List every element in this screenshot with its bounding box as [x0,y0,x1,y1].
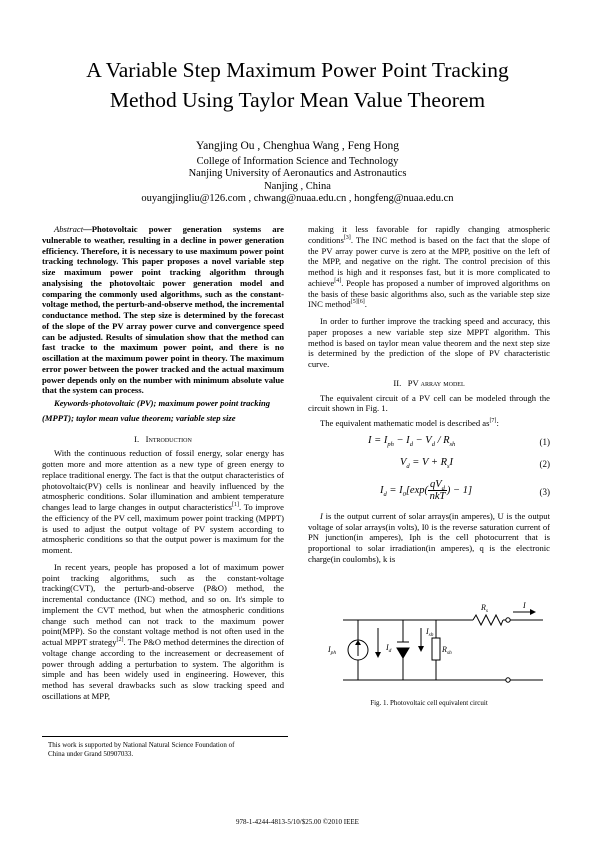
section-heading-pv-model [308,378,550,389]
footnote-line-1: This work is supported by National Natural Science Foundation of [48,741,235,749]
text: is the output current of solar arrays(in amperes), U is the output voltage of solar arrays(in volts), I0 is the reverse saturation current of PN junction(in amperes), Iph is the cell photocurrent that is proportional to solar irradiation(in amperes), q is the electronic charge(in coulombs), k is [308,510,550,564]
keywords-line-2: (MPPT); taylor mean value theorem; variable step size [42,412,236,423]
svg-text:Ish: $I_{sh}$ [426,627,434,638]
right-column [308,224,550,565]
right-paragraph-2: In order to further improve the tracking speed and accuracy, this paper proposes a new variable step size MPPT algorithm. This method is based on taylor mean value theorem and the next step size is determined by the prediction of the slope of PV characteristic curve. [308,316,550,369]
equation-number: (1) [539,436,550,447]
equation-2: $V_d = V + R_sI$ (2) [400,456,550,470]
title-line-2: Method Using Taylor Mean Value Theorem [109,88,486,112]
section-title: Introduction [145,433,192,444]
intro-text-2b: . The P&O method determines the direction of voltage change according to the increasement or decreasement of power through adding a perturbation to system. The algorithm is simple and has been widely used in engineering. However, this method has several drawbacks such as slow tracking speed and oscillations at MPP, [42,637,285,701]
citation: [4] [334,277,342,284]
svg-text:Id: $I_d$ [386,643,392,654]
abstract-text: —Photovoltaic power generation systems are vulnerable to weather, resulting in a decline in power generation efficiency. Therefore, it is necessary to use maximum power point tracking technology. This paper proposes a novel variable step size maximum power point tracking algorithm through analysising the photovoltaic power generation model and comparing the commonly used algorithms, such as the constant-voltage method, the perturb-and-observe method, the incremental conductance method. The step size is determined by the forecast of the slope of the PV array power curve and convergence speed can be adjusted. Results of simulation show that the method can fast tracke to the maximum power point, and there is no oscillation at the maximum power point in theory. The maximum error power between the power tracked and the actual maximum power depends only on the number with minimum absolute value that the system can process. [42,224,284,396]
section-title: PV array model [407,377,465,388]
pv-paragraph-1: The equivalent circuit of a PV cell can be modeled through the circuit shown in Fig. 1. [308,392,550,414]
footnote-divider [42,736,288,737]
citation: [2] [116,637,124,644]
page-footer: 978-1-4244-4813-5/10/$25.00 ©2010 IEEE [236,818,359,826]
equation-3: $I_d = I_0[\exp$( $\frac{qV_d}{\text{nkT}}$ ) − 1] (3) [380,478,550,502]
citation: [7] [489,418,497,425]
text: The equivalent mathematic model is described as [320,418,490,428]
equation-1: $I = I_{ph} - I_d - V_d / R_{sh}$ (1) [368,434,550,448]
funding-footnote [48,741,288,759]
citation: [1] [232,502,240,509]
citation: [5][6] [350,299,365,306]
svg-text:Rs: $R_s$ [481,603,489,614]
text: . The INC method is based on the fact that the slope of the PV array power curve is zero at the MPP, positive on the left of the MPP, and negative on the right. The control precision of this method is high and it responses fast, but it is more complicated to achieve [308,234,550,288]
paper-title [40,55,555,115]
pv-equivalent-circuit-figure [318,600,548,695]
intro-text-1b: . To improve the efficiency of the PV cell, maximum power point tracking (MPPT) is used to adjust the output voltage of PV system according to atmospheric conditions so that the output power is maximum for the moment. [42,502,284,555]
affiliation-line-1: College of Information Science and Technology [196,155,399,167]
svg-text:Iph: $I_{ph}$ [328,645,337,656]
title-line-1: A Variable Step Maximum Power Point Tracking [86,58,509,82]
affiliation-line-3: Nanjing , China [264,180,331,192]
affiliation-line-2: Nanjing University of Aeronautics and Astronautics [188,168,407,179]
svg-text:I: I [523,601,526,610]
right-paragraph-1 [308,224,550,310]
equation-number: (3) [539,486,550,497]
abstract [42,224,284,396]
footnote-line-2: China under Grand 50907033. [48,750,134,758]
author-block [60,140,535,206]
author-emails: ouyangjingliu@126.com , chwang@nuaa.edu.cn , hongfeng@nuaa.edu.cn [141,193,454,204]
text: . People has proposed a number of improved algorithms on the basis of these basic algorithms also, such as the variable step size INC method [308,277,550,310]
intro-paragraph-1 [42,448,284,556]
citation: [3] [343,234,351,241]
text: . [364,299,367,310]
abstract-label: Abstract [54,224,84,234]
section-number: II. [393,377,402,388]
author-names: Yangjing Ou , Chenghua Wang , Feng Hong [195,140,400,152]
keywords-cont [42,413,284,424]
figure-caption: Fig. 1. Photovoltaic cell equivalent circuit [370,699,488,707]
equation-number: (2) [539,458,550,469]
pv-paragraph-3: I is the output current of solar arrays(in amperes), U is the output voltage of solar arrays(in volts), I0 is the reverse saturation current of PN junction(in amperes), Iph is the cell photocurrent that is proportional to solar irradiation(in amperes), q is the electronic charge(in coulombs), k is [308,510,550,564]
pv-paragraph-2 [308,418,550,429]
text: : [496,418,499,428]
intro-text-1a: With the continuous reduction of fossil energy, solar energy has gotten more and more attention as a new type of green energy to replace traditional energy. The fact is that the output characteristics of photovoltaic(PV) cells is nonlinear and heavily influenced by the atmospheric conditions. Solar illumination and ambient temperature changes lead to large changes in output characteristics [42,448,284,512]
intro-paragraph-2 [42,562,284,702]
svg-text:Rsh: $R_{sh}$ [442,645,452,656]
section-number: I. [134,433,140,444]
section-heading-intro [42,434,284,445]
intro-text-2a: In recent years, people has proposed a lot of maximum power point tracking algorithms, such as the constant-voltage tracking(CVT), the perturb-and-observe (P&O) method, the incremental conductance (INC) method, and so on. It's simple to implement the CVT method, but when the atmospheric conditions change such method can not track to the maximum power point(MPP). So the constant voltage method is not often used in the actual MPPT strategy [42,561,284,647]
left-column [42,224,284,702]
text: making it less favorable for rapidly changing atmospheric conditions [308,224,550,245]
keywords [42,398,284,409]
keywords-line-1: Keywords-photovoltaic (PV); maximum power point tracking [54,398,271,408]
